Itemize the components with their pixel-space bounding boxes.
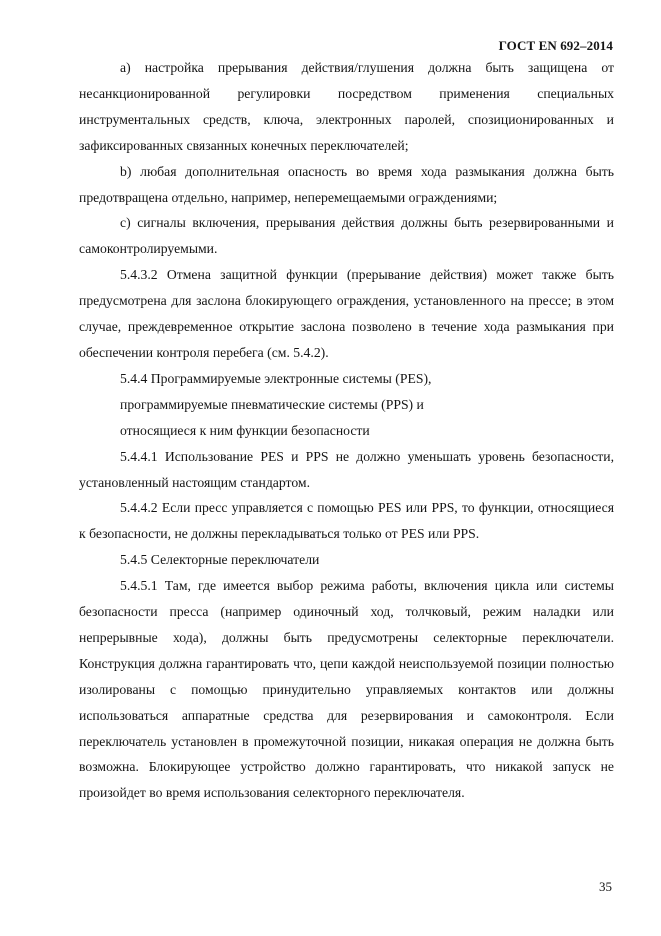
section-heading-5-4-4-line2: программируемые пневматические системы (PPS) и <box>120 396 424 412</box>
document-header: ГОСТ EN 692–2014 <box>498 38 613 53</box>
paragraph-5-4-3-2: 5.4.3.2 Отмена защитной функции (прерывание действия) может также быть предусмотрена для заслона блокирующего ограждения, установленного на прессе; в этом случае, преждевременное открытие заслона позволено в течение хода размыкания при обеспечении контроля перебега (см. 5.4.2). <box>79 267 614 360</box>
paragraph-item-a: а) настройка прерывания действия/глушения должна быть защищена от несанкционированной регулировки посредством применения специальных инструментальных средств, ключа, электронных паролей, спозиционированных и зафиксированных связанных конечных переключателей; <box>79 60 614 153</box>
paragraph-5-4-4-1: 5.4.4.1 Использование PES и PPS не должно уменьшать уровень безопасности, установленный настоящим стандартом. <box>79 448 614 490</box>
paragraph-5-4-4-2: 5.4.4.2 Если пресс управляется с помощью PES или PPS, то функции, относящиеся к безопасности, не должны перекладываться только от PES или PPS. <box>79 500 614 542</box>
document-body <box>79 55 614 806</box>
section-heading-5-4-4-line3: относящиеся к ним функции безопасности <box>120 422 370 438</box>
paragraph-item-c: с) сигналы включения, прерывания действия должны быть резервированными и самоконтролируемыми. <box>79 215 614 257</box>
paragraph-item-b: b) любая дополнительная опасность во время хода размыкания должна быть предотвращена отдельно, например, неперемещаемыми ограждениями; <box>79 163 614 205</box>
page-number: 35 <box>599 879 612 894</box>
paragraph-5-4-5-1: 5.4.5.1 Там, где имеется выбор режима работы, включения цикла или системы безопасности пресса (например одиночный ход, толчковый, режим наладки или непрерывные хода), должны быть предусмотрены селекторные переключатели. Конструкция должна гарантировать что, цепи каждой неиспользуемой позиции полностью изолированы с помощью принудительно управляемых контактов или должны использоваться аппаратные средства для резервирования и самоконтроля. Если переключатель установлен в промежуточной позиции, никакая операция не должна быть возможна. Блокирующее устройство должно гарантировать, что никакой запуск не произойдет во время использования селекторного переключателя. <box>79 578 614 801</box>
section-heading-5-4-5: 5.4.5 Селекторные переключатели <box>120 552 320 568</box>
section-heading-5-4-4-line1: 5.4.4 Программируемые электронные системы (PES), <box>120 370 432 386</box>
